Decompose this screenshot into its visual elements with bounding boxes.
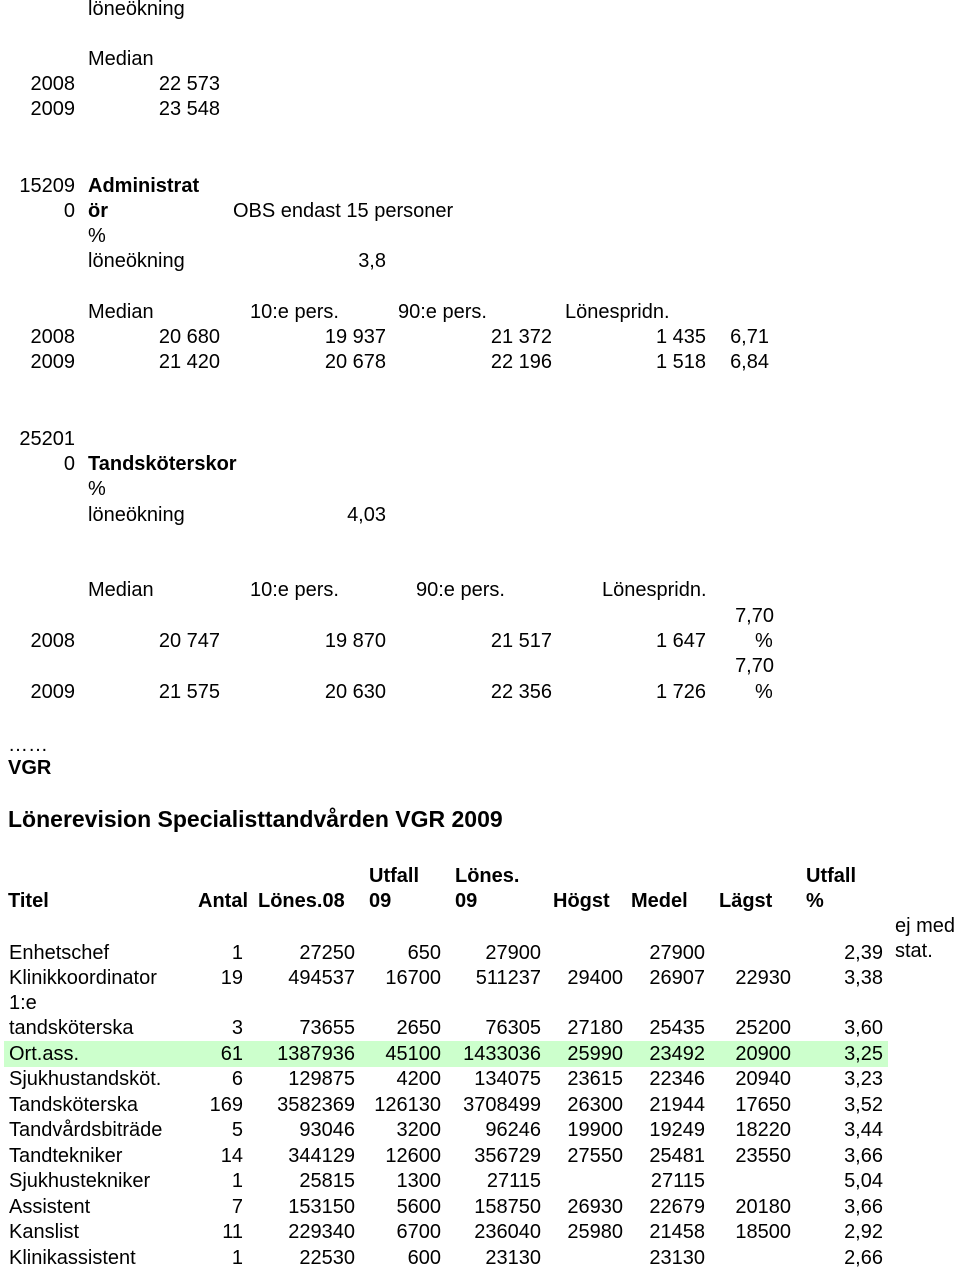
col-header-utfallpct-line1: Utfall [806, 865, 856, 887]
cell-utfall: 1300 [396, 1170, 441, 1192]
col-header-antal: Antal [198, 890, 248, 912]
median-2009-top: 23 548 [158, 98, 220, 120]
col-header-lones08: Lönes.08 [258, 890, 345, 912]
admin-spread-2009: 1 518 [655, 351, 706, 373]
median-header-top: Median [88, 48, 154, 70]
admin-ratio-2008: 6,71 [730, 326, 769, 348]
cell-lones08: 73655 [299, 1017, 355, 1039]
cell-hogst [546, 1169, 628, 1195]
cell-titel: Tandvårdsbiträde [9, 1119, 163, 1141]
cell-hogst [546, 940, 628, 966]
cell-hogst: 26930 [567, 1195, 623, 1218]
cell-utfall: 126130 [374, 1093, 441, 1116]
tand-median-2008: 20 747 [158, 630, 220, 652]
cell-lagst: 25200 [735, 1017, 791, 1039]
table-row [4, 1194, 888, 1220]
cell-lones09: 76305 [485, 1017, 541, 1039]
cell-hogst [546, 1245, 628, 1271]
cell-lones09: 23130 [485, 1246, 541, 1269]
cell-pct: 2,66 [844, 1246, 883, 1269]
cell-lagst: 20940 [735, 1068, 791, 1090]
tand-code-line2: 0 [63, 453, 75, 475]
tand-p10-2008: 19 870 [324, 630, 386, 652]
cell-hogst: 25990 [546, 1041, 628, 1067]
cell-lagst: 18500 [735, 1221, 791, 1243]
cell-hogst: 27180 [567, 1017, 623, 1039]
page-title: Lönerevision Specialisttandvården VGR 2009 [8, 806, 503, 832]
cell-lones09: 96246 [485, 1119, 541, 1141]
cell-titel: Klinikassistent [9, 1246, 136, 1269]
cell-antal: 7 [231, 1195, 243, 1218]
cell-utfall: 5600 [396, 1195, 441, 1218]
tand-spread-2009: 1 726 [655, 681, 706, 703]
cell-antal: 3 [231, 1017, 243, 1039]
tand-increase-label: löneökning [88, 504, 185, 526]
admin-increase-label: löneökning [88, 250, 185, 272]
cell-lones09: 511237 [475, 967, 541, 989]
cell-lones08: 494537 [288, 967, 355, 989]
cell-antal: 61 [176, 1041, 248, 1067]
col-header-utfall09-line2: 09 [369, 890, 392, 912]
cell-antal: 5 [231, 1119, 243, 1141]
table-row [4, 1041, 888, 1067]
cell-hogst: 19900 [567, 1119, 623, 1141]
cell-pct: 3,66 [844, 1144, 883, 1167]
table-row [4, 1169, 888, 1195]
cell-lagst: 20180 [735, 1195, 791, 1218]
cell-pct: 3,25 [796, 1041, 888, 1067]
tand-ratio-unit-2008: % [755, 630, 773, 652]
cell-antal: 19 [220, 967, 243, 989]
cell-titel: Tandtekniker [9, 1144, 123, 1167]
cell-lones08: 1387936 [248, 1041, 360, 1067]
cell-titel: Sjukhustekniker [9, 1170, 151, 1192]
cell-utfall: 2650 [396, 1017, 441, 1039]
table-row [4, 1143, 888, 1169]
cell-medel: 21944 [649, 1093, 705, 1116]
tand-title: Tandsköterskor [88, 453, 237, 475]
tand-year-2009: 2009 [30, 681, 75, 703]
admin-code-line1: 15209 [19, 175, 75, 197]
admin-title-line2: ör [88, 200, 108, 222]
cell-antal: 6 [231, 1068, 243, 1090]
cell-titel: Klinikkoordinator [9, 967, 157, 989]
tand-p90-header: 90:e pers. [416, 579, 505, 601]
admin-median-2009: 21 420 [158, 351, 220, 373]
cell-utfall: 16700 [385, 967, 441, 989]
cell-titel: Kanslist [9, 1221, 80, 1243]
cell-utfall: 650 [407, 941, 441, 964]
admin-title-line1: Administrat [88, 175, 200, 197]
cell-medel: 21458 [649, 1221, 705, 1243]
cell-lones08: 229340 [288, 1221, 355, 1243]
cell-antal: 169 [209, 1093, 243, 1116]
tand-median-2009: 21 575 [158, 681, 220, 703]
tand-ratio-2009: 7,70 [735, 655, 774, 677]
table-row [4, 1245, 888, 1271]
cell-pct: 3,23 [844, 1068, 883, 1090]
cell-lagst [710, 940, 796, 966]
table-row [4, 1092, 888, 1118]
cell-lagst: 18220 [735, 1119, 791, 1141]
vgr-dots: …… [8, 734, 48, 756]
cell-lagst [710, 1169, 796, 1195]
tand-ratio-unit-2009: % [755, 681, 773, 703]
tand-p10-2009: 20 630 [324, 681, 386, 703]
admin-p10-2009: 20 678 [324, 351, 386, 373]
cell-hogst: 27550 [567, 1144, 623, 1167]
tand-p90-2009: 22 356 [490, 681, 552, 703]
cell-medel: 19249 [649, 1119, 705, 1141]
table-row [4, 1220, 888, 1246]
median-2008-top: 22 573 [158, 73, 220, 95]
col-header-utfall09-line1: Utfall [369, 865, 419, 887]
col-header-lones09-line1: Lönes. [455, 865, 520, 887]
cell-pct: 3,44 [844, 1119, 883, 1141]
admin-median-header: Median [88, 301, 154, 323]
admin-spread-header: Lönespridn. [565, 301, 670, 323]
admin-p90-2008: 21 372 [490, 326, 552, 348]
admin-year-2009: 2009 [30, 351, 75, 373]
admin-p10-2008: 19 937 [324, 326, 386, 348]
cell-pct: 3,38 [844, 967, 883, 989]
cell-medel: 23492 [628, 1041, 710, 1067]
cell-pct: 2,92 [844, 1221, 883, 1243]
cell-lones09: 27900 [485, 941, 541, 964]
cell-titel: Assistent [9, 1195, 91, 1218]
cell-utfall: 600 [407, 1246, 441, 1269]
cell-lones09: 356729 [474, 1144, 541, 1167]
table-row [4, 1118, 888, 1144]
cell-lagst: 22930 [735, 967, 791, 989]
cell-titel: Ort.ass. [4, 1041, 176, 1067]
col-header-utfallpct-line2: % [806, 890, 824, 912]
cell-hogst: 26300 [567, 1093, 623, 1116]
admin-increase-value: 3,8 [358, 250, 386, 272]
side-note-line2: stat. [895, 940, 933, 962]
cell-titel: Enhetschef [9, 941, 110, 964]
cell-lones08: 25815 [299, 1170, 355, 1192]
cell-lagst: 17650 [735, 1093, 791, 1116]
tand-p10-header: 10:e pers. [250, 579, 339, 601]
cell-medel: 23130 [649, 1246, 705, 1269]
cell-lones08: 93046 [299, 1119, 355, 1141]
admin-p90-2009: 22 196 [490, 351, 552, 373]
side-note-line1: ej med [895, 915, 956, 937]
cell-pct: 3,52 [844, 1093, 883, 1116]
cell-medel: 25435 [649, 1017, 705, 1039]
cell-lones09: 158750 [474, 1195, 541, 1218]
admin-year-2008: 2008 [30, 326, 75, 348]
cell-antal: 11 [222, 1221, 243, 1243]
cell-lones09: 27115 [486, 1170, 541, 1192]
revision-table [4, 940, 888, 1271]
col-header-hogst: Högst [553, 890, 610, 912]
table-row [4, 940, 888, 966]
year-2008-top: 2008 [30, 73, 75, 95]
cell-medel: 22679 [649, 1195, 705, 1218]
tand-code-line1: 25201 [19, 428, 75, 450]
cell-lones08: 344129 [288, 1144, 355, 1167]
tand-spread-header: Lönespridn. [602, 579, 707, 601]
cell-lones09: 1433036 [446, 1041, 546, 1067]
admin-ratio-2009: 6,84 [730, 351, 769, 373]
cell-lones08: 129875 [288, 1068, 355, 1090]
admin-code-line2: 0 [63, 200, 75, 222]
col-header-medel: Medel [631, 890, 688, 912]
cell-lones09: 3708499 [463, 1093, 541, 1116]
cell-medel: 27115 [650, 1170, 705, 1192]
tand-median-header: Median [88, 579, 154, 601]
admin-spread-2008: 1 435 [655, 326, 706, 348]
cell-pct: 3,60 [844, 1017, 883, 1039]
cell-antal: 1 [231, 941, 243, 964]
cell-pct: 5,04 [844, 1170, 883, 1192]
cell-hogst: 29400 [567, 967, 623, 989]
cell-pct: 2,39 [844, 941, 883, 964]
cell-hogst: 23615 [567, 1068, 623, 1090]
tand-increase-value: 4,03 [347, 504, 386, 526]
admin-p90-header: 90:e pers. [398, 301, 487, 323]
table-row [4, 1067, 888, 1093]
cell-lones09: 236040 [474, 1221, 541, 1243]
year-2009-top: 2009 [30, 98, 75, 120]
cell-lones08: 22530 [299, 1246, 355, 1269]
col-header-lones09-line2: 09 [455, 890, 478, 912]
increase-label-top: löneökning [88, 0, 185, 20]
admin-pct: % [88, 225, 106, 247]
tand-year-2008: 2008 [30, 630, 75, 652]
cell-medel: 27900 [649, 941, 705, 964]
cell-medel: 22346 [649, 1068, 705, 1090]
table-row [4, 966, 888, 992]
cell-utfall: 4200 [396, 1068, 441, 1090]
cell-lagst: 20900 [710, 1041, 796, 1067]
cell-lagst [710, 1245, 796, 1271]
cell-medel: 26907 [649, 967, 705, 989]
table-row [4, 991, 888, 1041]
col-header-titel: Titel [8, 890, 49, 912]
cell-medel: 25481 [649, 1144, 705, 1167]
tand-p90-2008: 21 517 [490, 630, 552, 652]
tand-ratio-2008: 7,70 [735, 605, 774, 627]
cell-titel: 1:e tandsköterska [9, 992, 134, 1039]
admin-note: OBS endast 15 personer [233, 200, 454, 222]
cell-lones08: 3582369 [277, 1093, 355, 1116]
cell-titel: Tandsköterska [9, 1093, 138, 1116]
cell-antal: 1 [231, 1246, 243, 1269]
cell-utfall: 6700 [396, 1221, 441, 1243]
cell-lones08: 27250 [299, 941, 355, 964]
cell-hogst: 25980 [567, 1221, 623, 1243]
cell-utfall: 12600 [385, 1144, 441, 1167]
cell-pct: 3,66 [844, 1195, 883, 1218]
admin-median-2008: 20 680 [158, 326, 220, 348]
vgr-label: VGR [8, 757, 52, 779]
cell-lagst: 23550 [735, 1144, 791, 1167]
cell-titel: Sjukhustandsköt. [9, 1068, 162, 1090]
cell-antal: 14 [220, 1144, 243, 1167]
cell-lones08: 153150 [288, 1195, 355, 1218]
cell-lones09: 134075 [474, 1068, 541, 1090]
cell-antal: 1 [231, 1170, 243, 1192]
cell-utfall: 3200 [396, 1119, 441, 1141]
cell-utfall: 45100 [360, 1041, 446, 1067]
tand-pct: % [88, 478, 106, 500]
admin-p10-header: 10:e pers. [250, 301, 339, 323]
tand-spread-2008: 1 647 [655, 630, 706, 652]
col-header-lagst: Lägst [719, 890, 773, 912]
